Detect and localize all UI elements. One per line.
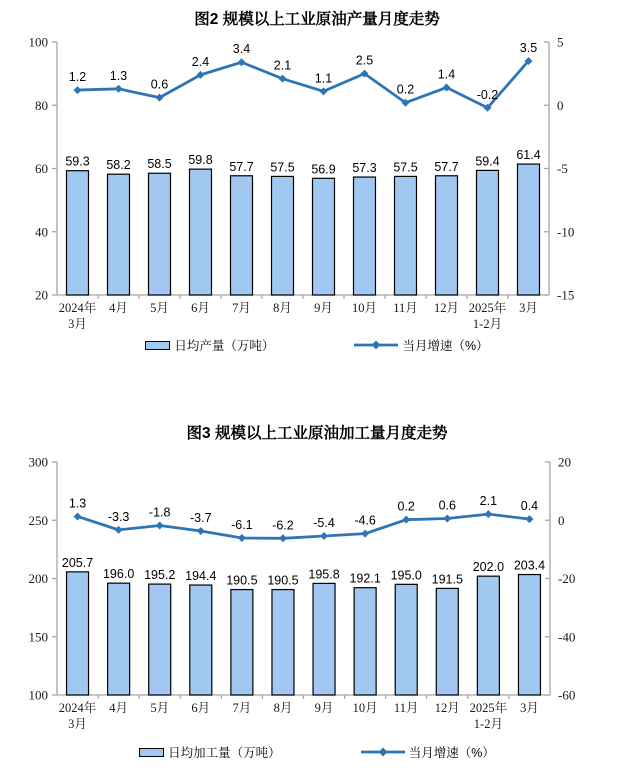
left-axis-tick-label: 300 [28,454,48,470]
bar-value-label: 192.1 [349,571,381,586]
x-axis-category-label: 3月 [520,701,539,715]
x-axis-category-label: 6月 [191,701,211,715]
bar-value-label: 191.5 [431,572,463,587]
line-value-label: 1.2 [68,70,87,85]
line-point-marker [238,534,246,542]
line-value-label: 1.3 [68,496,87,511]
bar-value-label: 194.4 [185,569,217,584]
legend-label-daily-output: 日均产量（万吨） [174,339,275,353]
bar [190,585,212,695]
legend-item-daily-output [145,336,274,354]
line-point-marker [484,510,492,518]
bar-value-label: 190.5 [267,573,299,588]
line-value-label: 0.2 [397,499,415,514]
line-point-marker [279,75,287,83]
bar [436,176,458,295]
figure3-plot-area [0,445,634,742]
legend-label-daily-processing: 日均加工量（万吨） [168,746,281,760]
line-value-label: -4.6 [354,513,376,528]
right-axis-tick-label: 5 [557,34,564,50]
line-point-marker [197,527,205,535]
x-axis-category-label: 2025年 1-2月 [469,701,508,731]
bar-value-label: 57.3 [352,161,377,176]
figure3-chart-title: 图3 规模以上工业原油加工量月度走势 [186,425,448,442]
left-axis-tick-label: 150 [28,629,48,645]
bar-value-label: 59.3 [65,154,90,169]
line-value-label: 2.5 [355,53,374,68]
line-value-label: 0.2 [396,82,415,97]
left-axis-tick-label: 80 [35,97,48,113]
line-value-label: 2.4 [191,54,210,69]
line-series-swatch-icon [361,746,405,758]
bar [313,583,335,695]
line-value-label: -1.8 [148,505,171,520]
line-point-marker [115,526,123,534]
line-point-marker [74,512,82,520]
bar [272,590,294,695]
bar [231,176,253,295]
x-axis-category-label: 3月 [519,301,538,315]
line-value-label: 0.6 [438,498,456,513]
bar [231,590,253,695]
bar [149,584,171,695]
x-axis-category-label: 2024年 3月 [58,301,97,331]
x-axis-category-label: 9月 [314,301,333,315]
line-point-marker [238,58,246,66]
left-axis-tick-label: 250 [28,512,48,528]
bar-value-label: 195.2 [144,568,176,583]
line-value-label: -5.4 [313,515,335,530]
legend-item-growth-rate [361,743,495,761]
figure2-crude-oil-output-chart [0,0,634,353]
line-value-label: 3.4 [232,42,251,57]
legend-label-growth-rate: 当月增速（%） [408,746,495,760]
bar-value-label: 57.5 [270,160,295,175]
bar [313,178,335,295]
left-axis-tick-label: 20 [35,287,48,303]
left-axis-tick-label: 40 [35,224,48,240]
bar-value-label: 59.4 [475,154,500,169]
line-value-label: 1.4 [437,67,456,82]
bar-value-label: 58.2 [106,158,131,173]
bar-series-swatch-icon [139,748,164,757]
bar-value-label: 57.7 [229,159,254,174]
legend-item-growth-rate [354,336,488,354]
bar [477,170,499,295]
x-axis-category-label: 2025年 1-2月 [468,301,507,331]
bar-value-label: 58.5 [147,157,172,172]
x-axis-category-label: 12月 [434,701,460,715]
bar [395,584,417,695]
bar-value-label: 59.8 [188,153,213,168]
line-value-label: 0.6 [150,77,169,92]
bar [108,174,130,295]
bar [518,164,540,295]
figure3-crude-oil-processing-chart [0,423,634,760]
line-value-label: 1.3 [109,68,128,83]
bar-value-label: 205.7 [61,555,94,570]
bar-series-swatch-icon [145,341,170,350]
x-axis-category-label: 10月 [351,301,378,315]
line-point-marker [156,521,164,529]
line-point-marker [320,87,328,95]
left-axis-tick-label: 100 [28,687,48,703]
bar-value-label: 61.4 [516,148,541,163]
bar [518,575,540,695]
line-point-marker [402,516,410,524]
legend-label-growth-rate: 当月增速（%） [402,339,489,353]
bar-value-label: 57.5 [393,160,418,175]
figure2-chart-title: 图2 规模以上工业原油产量月度走势 [194,11,440,28]
bar [149,173,171,295]
line-value-label: 2.1 [479,494,498,509]
bar-value-label: 195.0 [390,568,422,583]
line-value-label: -3.3 [107,509,130,524]
line-value-label: -6.1 [231,518,253,533]
bar-value-label: 202.0 [472,560,505,575]
bar-value-label: 195.8 [308,567,340,582]
bar-value-label: 196.0 [102,567,135,582]
bar-value-label: 56.9 [311,162,336,177]
right-axis-tick-label: -5 [557,161,568,176]
line-point-marker [525,515,533,523]
line-point-marker [279,534,287,542]
right-axis-tick-label: 0 [557,97,564,113]
right-axis-tick-label: -15 [557,287,575,303]
bar [395,176,417,295]
bar-value-label: 203.4 [513,558,546,573]
x-axis-category-label: 11月 [393,701,419,715]
bar [190,169,212,295]
figure2-legend [0,337,634,353]
bar [67,572,89,695]
line-value-label: -0.2 [476,87,499,102]
x-axis-category-label: 8月 [273,701,293,715]
left-axis-tick-label: 200 [28,571,48,586]
line-point-marker [320,532,328,540]
line-value-label: 0.4 [520,499,539,514]
x-axis-category-label: 5月 [150,701,170,715]
bar-value-label: 190.5 [226,573,258,588]
figure3-legend [0,744,634,760]
growth-line [78,514,530,538]
line-value-label: -3.7 [190,511,212,526]
x-axis-category-label: 2024年 3月 [58,701,97,731]
legend-item-daily-processing [139,743,281,761]
right-axis-tick-label: 20 [558,454,571,470]
line-value-label: -6.2 [272,518,294,533]
right-axis-tick-label: -40 [558,629,576,645]
line-point-marker [361,530,369,538]
line-point-marker [115,85,123,93]
right-axis-tick-label: -60 [558,687,576,703]
x-axis-category-label: 7月 [232,701,252,715]
left-axis-tick-label: 60 [35,161,48,176]
x-axis-category-label: 5月 [150,301,169,315]
right-axis-tick-label: -10 [557,224,575,240]
line-point-marker [74,86,82,94]
line-value-label: 1.1 [314,71,333,86]
x-axis-category-label: 11月 [393,301,418,315]
line-value-label: 2.1 [273,58,292,73]
bar [272,176,294,295]
x-axis-category-label: 6月 [191,301,210,315]
x-axis-category-label: 10月 [352,701,378,715]
x-axis-category-label: 9月 [314,701,334,715]
bar [67,171,89,295]
bar [436,588,458,695]
right-axis-tick-label: -20 [558,571,576,586]
x-axis-category-label: 7月 [232,301,251,315]
x-axis-category-label: 12月 [433,301,460,315]
x-axis-category-label: 8月 [273,301,292,315]
bar [354,177,376,295]
left-axis-tick-label: 100 [28,34,48,50]
line-point-marker [443,515,451,523]
figure2-plot-area [0,31,634,333]
bar [108,583,130,695]
bar [477,576,499,695]
x-axis-category-label: 4月 [109,301,128,315]
right-axis-tick-label: 0 [558,512,565,528]
x-axis-category-label: 4月 [109,701,129,715]
line-series-swatch-icon [354,339,398,351]
bar [354,588,376,695]
line-value-label: 3.5 [519,40,538,55]
bar-value-label: 57.7 [434,159,459,174]
